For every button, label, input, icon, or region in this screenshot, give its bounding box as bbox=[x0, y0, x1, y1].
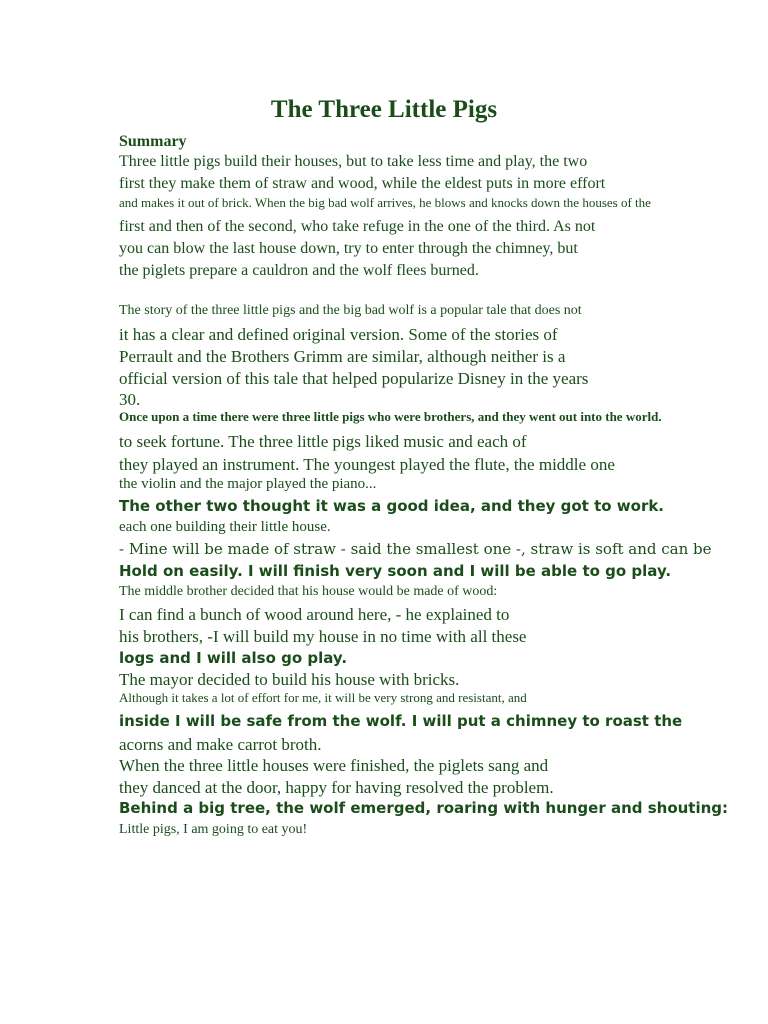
story-line: Although it takes a lot of effort for me, it will be very strong and resistant, and bbox=[119, 690, 527, 705]
story-line: I can find a bunch of wood around here, - he explained to bbox=[119, 605, 510, 624]
summary-line: the piglets prepare a cauldron and the wolf flees burned. bbox=[119, 262, 479, 279]
story-line: When the three little houses were finished, the piglets sang and bbox=[119, 756, 549, 775]
summary-line: first and then of the second, who take refuge in the one of the third. As not bbox=[119, 218, 596, 235]
page-title: The Three Little Pigs bbox=[270, 96, 498, 123]
story-line: they danced at the door, happy for having resolved the problem. bbox=[119, 778, 554, 797]
intro-line: Perrault and the Brothers Grimm are similar, although neither is a bbox=[119, 347, 566, 366]
summary-line: and makes it out of brick. When the big bad wolf arrives, he blows and knocks down the houses of the bbox=[119, 195, 651, 210]
intro-line: official version of this tale that helped popularize Disney in the years bbox=[119, 369, 589, 388]
story-line: inside I will be safe from the wolf. I will put a chimney to roast the bbox=[119, 712, 683, 730]
story-line: each one building their little house. bbox=[119, 519, 331, 535]
story-line: logs and I will also go play. bbox=[119, 649, 348, 667]
story-line: Once upon a time there were three little pigs who were brothers, and they went out into the world. bbox=[119, 409, 662, 424]
story-line: his brothers, -I will build my house in no time with all these bbox=[119, 627, 527, 646]
summary-heading: Summary bbox=[119, 133, 187, 150]
story-line: - Mine will be made of straw - said the smallest one -, straw is soft and can be bbox=[119, 540, 712, 558]
intro-line: The story of the three little pigs and the big bad wolf is a popular tale that does not bbox=[119, 303, 582, 318]
summary-line: Three little pigs build their houses, but to take less time and play, the two bbox=[119, 153, 588, 170]
story-line: Little pigs, I am going to eat you! bbox=[119, 822, 308, 837]
summary-line: first they make them of straw and wood, while the eldest puts in more effort bbox=[119, 175, 606, 192]
story-line: Hold on easily. I will finish very soon and I will be able to go play. bbox=[119, 562, 672, 580]
story-line: to seek fortune. The three little pigs liked music and each of bbox=[119, 432, 527, 451]
story-line: The middle brother decided that his house would be made of wood: bbox=[119, 584, 498, 599]
intro-line: it has a clear and defined original version. Some of the stories of bbox=[119, 325, 558, 344]
summary-line: you can blow the last house down, try to enter through the chimney, but bbox=[119, 240, 578, 257]
story-line: The mayor decided to build his house with bricks. bbox=[119, 670, 460, 689]
story-line: they played an instrument. The youngest played the flute, the middle one bbox=[119, 455, 615, 474]
intro-line: 30. bbox=[119, 390, 141, 409]
story-line: the violin and the major played the piano... bbox=[119, 476, 377, 492]
story-line: acorns and make carrot broth. bbox=[119, 735, 322, 754]
story-line: The other two thought it was a good idea, and they got to work. bbox=[119, 497, 665, 515]
story-line: Behind a big tree, the wolf emerged, roaring with hunger and shouting: bbox=[119, 799, 729, 817]
